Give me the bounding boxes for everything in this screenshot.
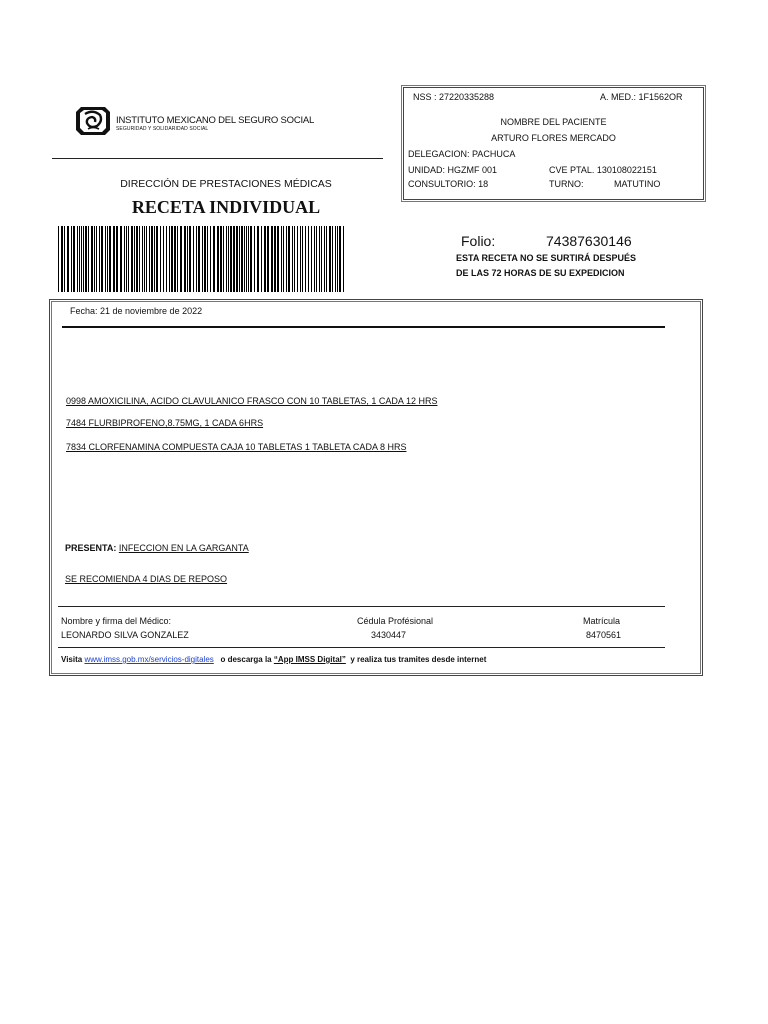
cedula-value: 3430447 <box>371 630 407 640</box>
signature-divider-top <box>58 606 665 607</box>
turno-value: MATUTINO <box>614 179 661 189</box>
medication-item: 7834 CLORFENAMINA COMPUESTA CAJA 10 TABLETAS 1 TABLETA CADA 8 HRS <box>66 442 407 452</box>
footer-middle-text: o descarga la <box>220 655 272 664</box>
direction-title: DIRECCIÓN DE PRESTACIONES MÉDICAS <box>120 178 332 190</box>
delegacion-field: DELEGACION: PACHUCA <box>408 149 516 159</box>
document-title: RECETA INDIVIDUAL <box>131 197 321 217</box>
amed-field: A. MED.: 1F1562OR <box>600 92 683 102</box>
patient-name: ARTURO FLORES MERCADO <box>491 133 616 143</box>
matricula-label: Matrícula <box>583 616 621 626</box>
expiry-notice-line1: ESTA RECETA NO SE SURTIRÁ DESPUÉS <box>456 253 637 263</box>
diagnosis-label: PRESENTA: <box>65 543 117 553</box>
expiry-notice-line2: DE LAS 72 HORAS DE SU EXPEDICION <box>456 268 625 278</box>
doctor-name: LEONARDO SILVA GONZALEZ <box>61 630 189 640</box>
cedula-label: Cédula Profésional <box>357 616 434 626</box>
nss-field: NSS : 27220335288 <box>413 92 495 102</box>
diagnosis <box>65 543 249 553</box>
app-name: “App IMSS Digital” <box>273 655 346 664</box>
matricula-value: 8470561 <box>586 630 622 640</box>
header-divider <box>52 158 383 159</box>
digital-services-link[interactable]: www.imss.gob.mx/servicios-digitales <box>84 655 214 664</box>
unidad-field: UNIDAD: HGZMF 001 <box>408 165 498 175</box>
date-divider <box>62 326 665 328</box>
prescription-date: Fecha: 21 de noviembre de 2022 <box>70 306 203 316</box>
doctor-name-label: Nombre y firma del Médico: <box>61 616 172 626</box>
barcode-image <box>58 226 344 292</box>
medication-item: 7484 FLURBIPROFENO,8.75MG, 1 CADA 6HRS <box>66 418 264 428</box>
institution-name: INSTITUTO MEXICANO DEL SEGURO SOCIAL <box>116 115 315 126</box>
consultorio-field: CONSULTORIO: 18 <box>408 179 489 189</box>
rest-recommendation: SE RECOMIENDA 4 DIAS DE REPOSO <box>65 574 228 584</box>
patient-name-label: NOMBRE DEL PACIENTE <box>500 117 607 127</box>
footer-note <box>61 655 486 664</box>
footer-end-text: y realiza tus tramites desde internet <box>350 655 487 664</box>
signature-divider-bottom <box>58 647 665 648</box>
turno-label: TURNO: <box>549 179 584 189</box>
patient-info-box <box>403 87 704 200</box>
folio-label: Folio: <box>461 233 496 249</box>
folio-number: 74387630146 <box>546 233 632 249</box>
cve-ptal-field: CVE PTAL. 130108022151 <box>549 165 657 175</box>
diagnosis-value: INFECCION EN LA GARGANTA <box>118 543 249 553</box>
footer-visit-text: Visita <box>61 655 83 664</box>
imss-logo-icon <box>75 104 111 136</box>
institution-tagline: SEGURIDAD Y SOLIDARIDAD SOCIAL <box>116 126 209 132</box>
medication-item: 0998 AMOXICILINA, ACIDO CLAVULANICO FRASCO CON 10 TABLETAS, 1 CADA 12 HRS <box>66 396 438 406</box>
